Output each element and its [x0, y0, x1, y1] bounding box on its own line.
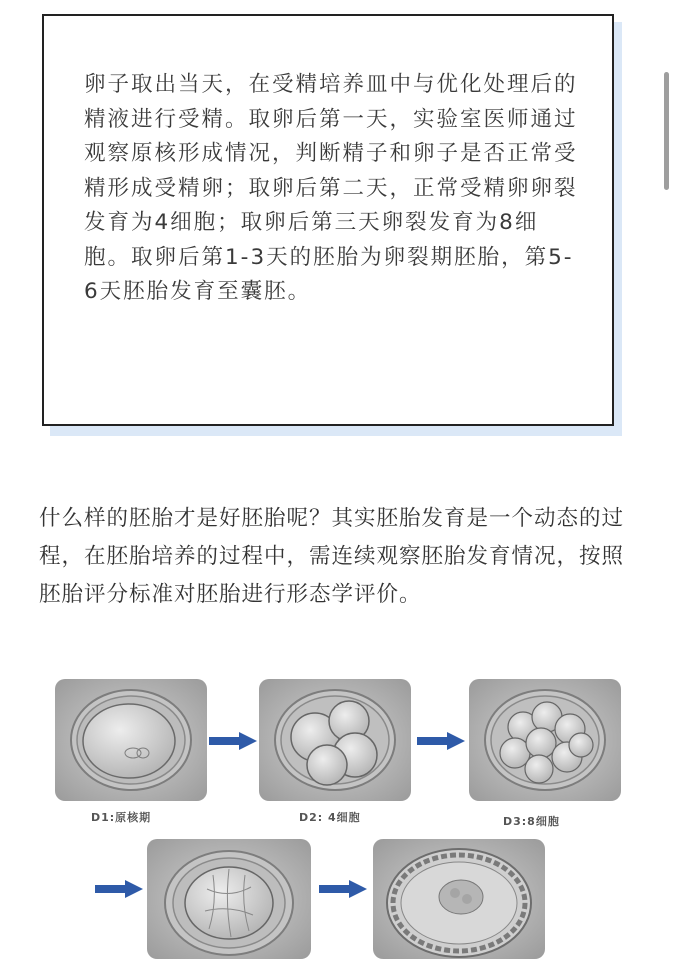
embryo-d1-image — [55, 679, 207, 801]
embryo-morula-image — [147, 839, 311, 959]
arrow-right-icon — [95, 880, 143, 898]
arrow-right-icon — [417, 732, 465, 750]
page-scrollbar[interactable] — [664, 72, 669, 190]
body-paragraph: 什么样的胚胎才是好胚胎呢？其实胚胎发育是一个动态的过程，在胚胎培养的过程中，需连续观察胚胎发育情况，按照胚胎评分标准对胚胎进行形态学评价。 — [39, 506, 625, 607]
info-card-text: 卵子取出当天，在受精培养皿中与优化处理后的精液进行受精。取卵后第一天，实验室医师通过观察原核形成情况，判断精子和卵子是否正常受精形成受精卵；取卵后第二天，正常受精卵卵裂发育为4细胞；取卵后第三天卵裂发育为8细胞。取卵后第1-3天的胚胎为卵裂期胚胎，第5-6天胚胎发育至囊胚。 — [84, 72, 578, 304]
caption-d3: D3:8细胞 — [503, 815, 560, 828]
caption-d2: D2: 4细胞 — [299, 811, 361, 824]
embryo-development-figure — [55, 675, 625, 959]
arrow-right-icon — [209, 732, 257, 750]
info-card — [42, 14, 614, 426]
embryo-blastocyst-image — [373, 839, 545, 959]
embryo-d3-image — [469, 679, 621, 801]
arrow-right-icon — [319, 880, 367, 898]
embryo-d2-image — [259, 679, 411, 801]
caption-d1: D1:原核期 — [91, 811, 152, 824]
